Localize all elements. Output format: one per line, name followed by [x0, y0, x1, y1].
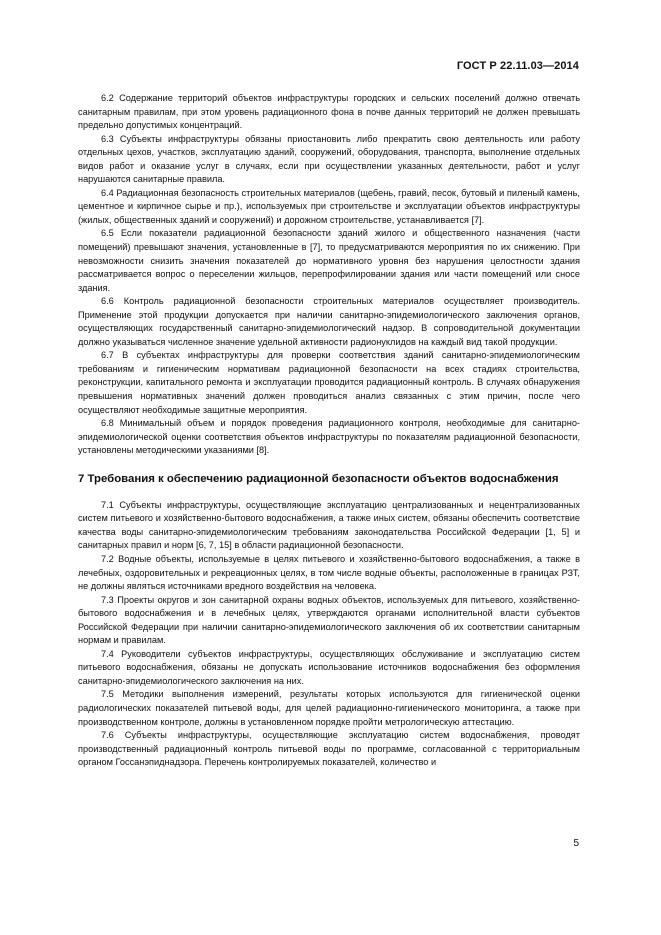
- paragraph-6-2: 6.2 Содержание территорий объектов инфраструктуры городских и сельских поселений должно отвечать санитарным правилам, при этом уровень радиационного фона в почве данных территорий не должен превышать предельно допустимых концентраций.: [78, 93, 580, 131]
- paragraph-6-3: 6.3 Субъекты инфраструктуры обязаны приостановить либо прекратить свою деятельность или работу отдельных цехов, участков, эксплуатацию зданий, сооружений, оборудования, транспорта, выполнение отдельных видов работ и оказание услуг в случаях, если при осуществлении указанных деятельности, работ и услуг нарушаются санитарные правила.: [78, 133, 580, 185]
- paragraph-6-8: 6.8 Минимальный объем и порядок проведения радиационного контроля, необходимые для санитарно-эпидемиологической оценки соответствия объектов инфраструктуры по показателям радиационной безопасности, установлены методическими указаниями [8].: [78, 418, 580, 456]
- document-body: [78, 92, 580, 770]
- document-code: ГОСТ Р 22.11.03—2014: [456, 60, 579, 72]
- page-number: 5: [573, 838, 579, 849]
- paragraph-7-3: 7.3 Проекты округов и зон санитарной охраны водных объектов, используемых для питьевого, хозяйственно-бытового водоснабжения и в лечебных целях, утверждаются органами исполнительной власти субъектов Российской Федерации при наличии санитарно-эпидемиологического заключения об их соответствии санитарным нормам и правилам.: [78, 594, 580, 646]
- paragraph-7-4: 7.4 Руководители субъектов инфраструктуры, осуществляющих обслуживание и эксплуатацию систем питьевого водоснабжения, обязаны не допускать использование источников водоснабжения без оформления санитарно-эпидемиологического заключения на них.: [78, 648, 580, 686]
- paragraph-7-1: 7.1 Субъекты инфраструктуры, осуществляющие эксплуатацию централизованных и нецентрализованных систем питьевого и хозяйственно-бытового водоснабжения, а также иных систем, обязаны обеспечить соответствие качества воды санитарно-эпидемиологическим требованиям законодательства Российской Федерации [1, 5] и санитарных правил и норм [6, 7, 15] в области радиационной безопасности.: [78, 499, 580, 551]
- paragraph-7-6: 7.6 Субъекты инфраструктуры, осуществляющие эксплуатацию систем водоснабжения, проводят производственный радиационный контроль питьевой воды по программе, согласованной с территориальным органом Госсанэпиднадзора. Перечень контролируемых показателей, количество и: [78, 730, 580, 768]
- paragraph-6-6: 6.6 Контроль радиационной безопасности строительных материалов осуществляет производитель. Применение этой продукции допускается при наличии санитарно-эпидемиологического заключения органов, осуществляющих государственный санитарно-эпидемиологический надзор. В сопроводительной документации должно указываться численное значение удельной активности радионуклидов на каждый вид такой продукции.: [78, 296, 580, 347]
- paragraph-6-4: 6.4 Радиационная безопасность строительных материалов (щебень, гравий, песок, бутовый и пиленый камень, цементное и кирпичное сырье и пр.), используемых при строительстве и эксплуатации объектов инфраструктуры (жилых, общественных зданий и сооружений) и дорожном строительстве, устанавливается [7].: [78, 187, 580, 225]
- section-7-heading: 7 Требования к обеспечению радиационной безопасности объектов водоснабжения: [78, 472, 559, 485]
- paragraph-6-5: 6.5 Если показатели радиационной безопасности зданий жилого и общественного назначения (части помещений) превышают значения, установленные в [7], то предусматриваются мероприятия по их снижению. При невозможности снизить значения показателей до нормативного уровня без нарушения целостности здания рассматривается вопрос о переселении жильцов, перепрофилировании здания или части помещений или сносе здания.: [78, 228, 580, 293]
- paragraph-7-2: 7.2 Водные объекты, используемые в целях питьевого и хозяйственно-бытового водоснабжения, а также в лечебных, оздоровительных и рекреационных целях, в том числе водные объекты, расположенные в границах РЗТ, не должны являться источниками вредного воздействия на человека.: [78, 553, 580, 592]
- paragraph-7-5: 7.5 Методики выполнения измерений, результаты которых используются для гигиенической оценки радиологических показателей питьевой воды, для целей радиационно-гигиенического мониторинга, а также при производственном контроле, должны в установленном порядке пройти метрологическую аттестацию.: [78, 689, 580, 727]
- paragraph-6-7: 6.7 В субъектах инфраструктуры для проверки соответствия зданий санитарно-эпидемиологическим требованиям и гигиеническим нормативам радиационной безопасности на всех стадиях строительства, реконструкции, капитального ремонта и эксплуатации проводится радиационный контроль. В случаях обнаружения превышения нормативных значений должен проводиться анализ связанных с этим причин, после чего осуществляют необходимые защитные мероприятия.: [78, 350, 580, 415]
